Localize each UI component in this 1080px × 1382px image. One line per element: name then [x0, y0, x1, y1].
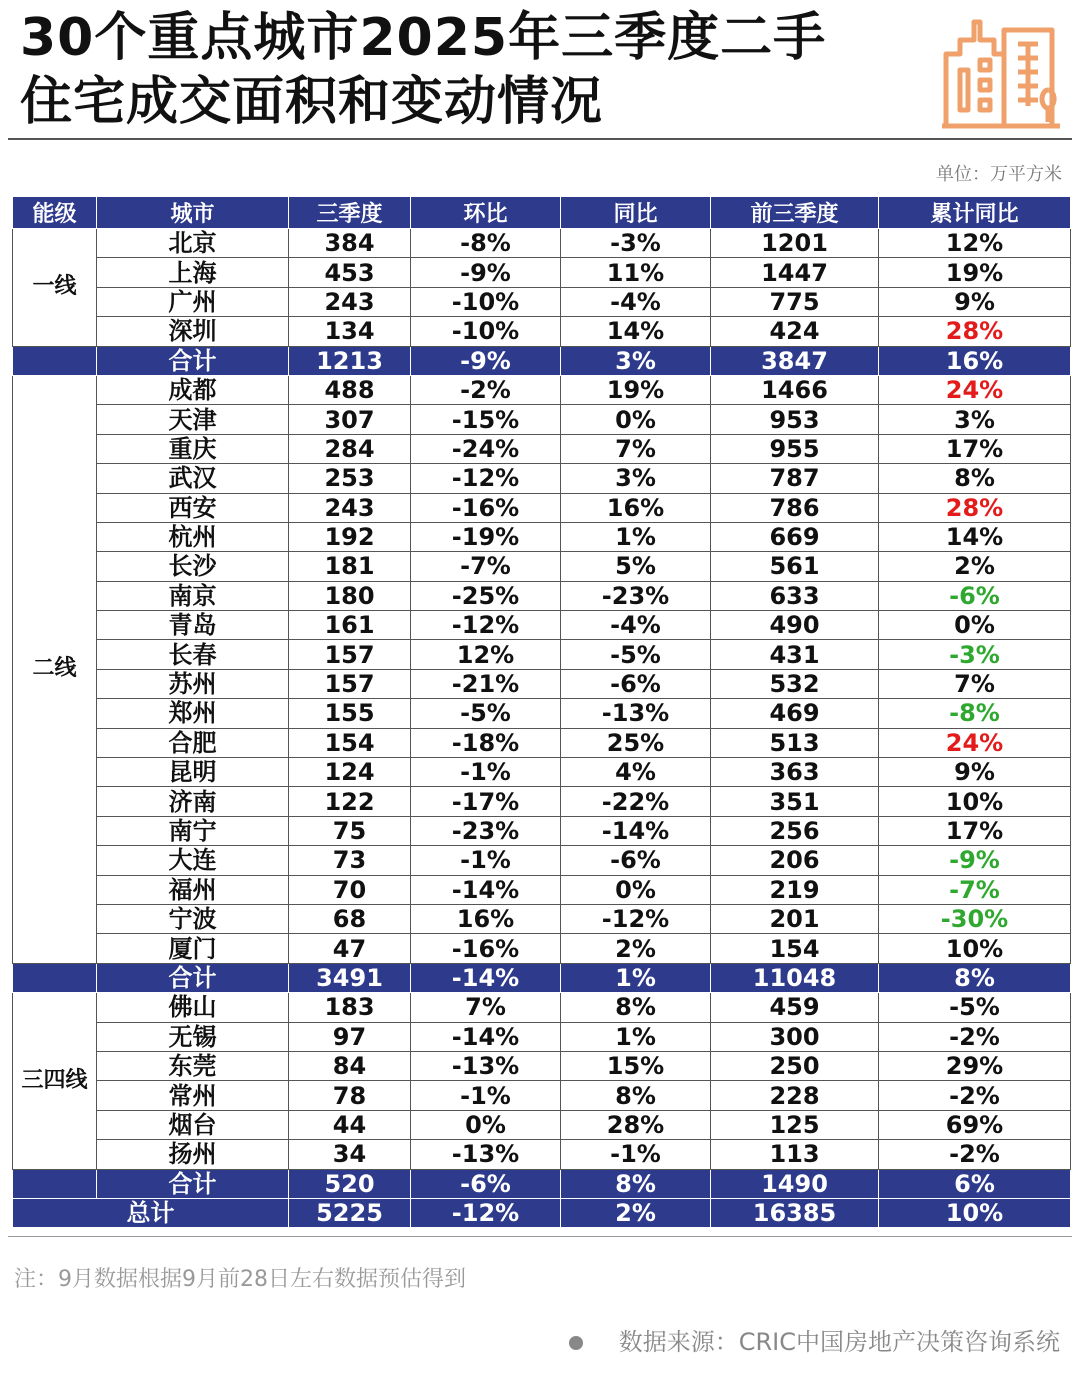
ytd-cell: 459 — [711, 993, 879, 1022]
ytd-yoy-cell: 17% — [879, 816, 1071, 845]
qoq-cell: -18% — [411, 728, 561, 757]
q3-cell: 180 — [289, 581, 411, 610]
city-cell: 烟台 — [97, 1110, 289, 1139]
q3-cell: 243 — [289, 287, 411, 316]
subtotal-ytd-cell: 3847 — [711, 346, 879, 375]
ytd-yoy-cell: -2% — [879, 1022, 1071, 1051]
subtotal-yoy-cell: 3% — [561, 346, 711, 375]
city-cell: 佛山 — [97, 993, 289, 1022]
qoq-cell: 16% — [411, 904, 561, 933]
table-row — [13, 875, 1071, 904]
city-cell: 广州 — [97, 287, 289, 316]
ytd-cell: 256 — [711, 816, 879, 845]
city-cell: 上海 — [97, 258, 289, 287]
q3-cell: 34 — [289, 1140, 411, 1169]
subtotal-q3-cell: 3491 — [289, 963, 411, 992]
city-cell: 杭州 — [97, 522, 289, 551]
table-row — [13, 758, 1071, 787]
table-row — [13, 317, 1071, 346]
yoy-cell: 4% — [561, 758, 711, 787]
qoq-cell: -25% — [411, 581, 561, 610]
yoy-cell: 0% — [561, 875, 711, 904]
q3-cell: 154 — [289, 728, 411, 757]
ytd-yoy-cell: 7% — [879, 669, 1071, 698]
city-cell: 合肥 — [97, 728, 289, 757]
table-header-row — [13, 197, 1071, 229]
qoq-cell: -1% — [411, 846, 561, 875]
yoy-cell: 16% — [561, 493, 711, 522]
qoq-cell: -23% — [411, 816, 561, 845]
qoq-cell: -17% — [411, 787, 561, 816]
q3-cell: 68 — [289, 904, 411, 933]
yoy-cell: -6% — [561, 669, 711, 698]
ytd-yoy-cell: 0% — [879, 611, 1071, 640]
city-cell: 济南 — [97, 787, 289, 816]
ytd-cell: 669 — [711, 522, 879, 551]
subtotal-ytd-yoy-cell: 16% — [879, 346, 1071, 375]
data-source — [569, 1322, 1060, 1357]
yoy-cell: 28% — [561, 1110, 711, 1139]
city-cell: 宁波 — [97, 904, 289, 933]
city-cell: 大连 — [97, 846, 289, 875]
ytd-cell: 513 — [711, 728, 879, 757]
ytd-yoy-cell: 9% — [879, 758, 1071, 787]
city-cell: 长沙 — [97, 552, 289, 581]
ytd-cell: 424 — [711, 317, 879, 346]
qoq-cell: -1% — [411, 758, 561, 787]
q3-cell: 134 — [289, 317, 411, 346]
subtotal-row — [13, 346, 1071, 375]
yoy-cell: -6% — [561, 846, 711, 875]
ytd-yoy-cell: -3% — [879, 640, 1071, 669]
q3-cell: 161 — [289, 611, 411, 640]
qoq-cell: 7% — [411, 993, 561, 1022]
q3-cell: 183 — [289, 993, 411, 1022]
qoq-cell: -12% — [411, 464, 561, 493]
city-cell: 郑州 — [97, 699, 289, 728]
subtotal-ytd-cell: 1490 — [711, 1169, 879, 1198]
ytd-yoy-cell: -9% — [879, 846, 1071, 875]
yoy-cell: 11% — [561, 258, 711, 287]
yoy-cell: -23% — [561, 581, 711, 610]
title-divider — [8, 138, 1072, 140]
ytd-yoy-cell: -5% — [879, 993, 1071, 1022]
qoq-cell: -13% — [411, 1140, 561, 1169]
city-cell: 南京 — [97, 581, 289, 610]
qoq-cell: -7% — [411, 552, 561, 581]
q3-cell: 124 — [289, 758, 411, 787]
q3-cell: 75 — [289, 816, 411, 845]
header-qoq: 环比 — [411, 197, 561, 229]
header-q3: 三季度 — [289, 197, 411, 229]
qoq-cell: -12% — [411, 611, 561, 640]
qoq-cell: -1% — [411, 1081, 561, 1110]
yoy-cell: -22% — [561, 787, 711, 816]
header-tier: 能级 — [13, 197, 97, 229]
ytd-yoy-cell: -30% — [879, 904, 1071, 933]
qoq-cell: -21% — [411, 669, 561, 698]
ytd-cell: 300 — [711, 1022, 879, 1051]
q3-cell: 243 — [289, 493, 411, 522]
qoq-cell: -19% — [411, 522, 561, 551]
subtotal-blank — [13, 1169, 97, 1198]
ytd-cell: 633 — [711, 581, 879, 610]
city-cell: 昆明 — [97, 758, 289, 787]
table-row — [13, 581, 1071, 610]
ytd-yoy-cell: 19% — [879, 258, 1071, 287]
ytd-yoy-cell: 17% — [879, 434, 1071, 463]
qoq-cell: -16% — [411, 934, 561, 963]
ytd-yoy-cell: 69% — [879, 1110, 1071, 1139]
tier-cell: 一线 — [13, 229, 97, 347]
ytd-cell: 490 — [711, 611, 879, 640]
ytd-cell: 363 — [711, 758, 879, 787]
total-label: 总计 — [13, 1198, 289, 1227]
q3-cell: 47 — [289, 934, 411, 963]
ytd-yoy-cell: -7% — [879, 875, 1071, 904]
ytd-yoy-cell: -2% — [879, 1081, 1071, 1110]
q3-cell: 384 — [289, 229, 411, 258]
city-cell: 深圳 — [97, 317, 289, 346]
table-row — [13, 816, 1071, 845]
subtotal-blank — [13, 963, 97, 992]
ytd-cell: 955 — [711, 434, 879, 463]
table-row — [13, 993, 1071, 1022]
subtotal-ytd-yoy-cell: 8% — [879, 963, 1071, 992]
q3-cell: 307 — [289, 405, 411, 434]
yoy-cell: -12% — [561, 904, 711, 933]
city-cell: 青岛 — [97, 611, 289, 640]
q3-cell: 157 — [289, 669, 411, 698]
q3-cell: 157 — [289, 640, 411, 669]
city-cell: 西安 — [97, 493, 289, 522]
table-row — [13, 375, 1071, 404]
table-row — [13, 1051, 1071, 1080]
ytd-cell: 787 — [711, 464, 879, 493]
yoy-cell: 8% — [561, 1081, 711, 1110]
yoy-cell: 8% — [561, 993, 711, 1022]
yoy-cell: -14% — [561, 816, 711, 845]
tier-cell: 二线 — [13, 375, 97, 963]
qoq-cell: -9% — [411, 258, 561, 287]
subtotal-qoq-cell: -9% — [411, 346, 561, 375]
ytd-yoy-cell: 28% — [879, 493, 1071, 522]
qoq-cell: 12% — [411, 640, 561, 669]
qoq-cell: -15% — [411, 405, 561, 434]
qoq-cell: -13% — [411, 1051, 561, 1080]
city-cell: 北京 — [97, 229, 289, 258]
q3-cell: 181 — [289, 552, 411, 581]
yoy-cell: 0% — [561, 405, 711, 434]
ytd-yoy-cell: -6% — [879, 581, 1071, 610]
city-cell: 成都 — [97, 375, 289, 404]
city-cell: 长春 — [97, 640, 289, 669]
table-row — [13, 258, 1071, 287]
subtotal-q3-cell: 520 — [289, 1169, 411, 1198]
table-row — [13, 1022, 1071, 1051]
q3-cell: 78 — [289, 1081, 411, 1110]
city-cell: 重庆 — [97, 434, 289, 463]
q3-cell: 73 — [289, 846, 411, 875]
ytd-cell: 250 — [711, 1051, 879, 1080]
city-cell: 天津 — [97, 405, 289, 434]
dot-icon — [569, 1336, 583, 1350]
subtotal-qoq-cell: -6% — [411, 1169, 561, 1198]
ytd-yoy-cell: -2% — [879, 1140, 1071, 1169]
ytd-yoy-cell: 12% — [879, 229, 1071, 258]
subtotal-label: 合计 — [97, 963, 289, 992]
subtotal-blank — [13, 346, 97, 375]
table-row — [13, 611, 1071, 640]
q3-cell: 44 — [289, 1110, 411, 1139]
ytd-yoy-cell: 28% — [879, 317, 1071, 346]
table-row — [13, 1140, 1071, 1169]
total-ytd-yoy-cell: 10% — [879, 1198, 1071, 1227]
yoy-cell: 5% — [561, 552, 711, 581]
header-yoy: 同比 — [561, 197, 711, 229]
footer-divider — [8, 1236, 1072, 1237]
city-cell: 厦门 — [97, 934, 289, 963]
q3-cell: 192 — [289, 522, 411, 551]
data-table — [12, 196, 1071, 1228]
table-row — [13, 434, 1071, 463]
ytd-yoy-cell: 2% — [879, 552, 1071, 581]
q3-cell: 70 — [289, 875, 411, 904]
ytd-yoy-cell: 10% — [879, 934, 1071, 963]
yoy-cell: 1% — [561, 522, 711, 551]
ytd-yoy-cell: 10% — [879, 787, 1071, 816]
table-row — [13, 669, 1071, 698]
ytd-yoy-cell: 14% — [879, 522, 1071, 551]
qoq-cell: -10% — [411, 317, 561, 346]
city-cell: 常州 — [97, 1081, 289, 1110]
table-row — [13, 229, 1071, 258]
table-row — [13, 699, 1071, 728]
ytd-cell: 1201 — [711, 229, 879, 258]
yoy-cell: 14% — [561, 317, 711, 346]
qoq-cell: -24% — [411, 434, 561, 463]
qoq-cell: -5% — [411, 699, 561, 728]
ytd-cell: 532 — [711, 669, 879, 698]
total-qoq-cell: -12% — [411, 1198, 561, 1227]
ytd-yoy-cell: 24% — [879, 728, 1071, 757]
q3-cell: 122 — [289, 787, 411, 816]
total-yoy-cell: 2% — [561, 1198, 711, 1227]
yoy-cell: -5% — [561, 640, 711, 669]
ytd-cell: 775 — [711, 287, 879, 316]
total-q3-cell: 5225 — [289, 1198, 411, 1227]
ytd-yoy-cell: 3% — [879, 405, 1071, 434]
ytd-cell: 786 — [711, 493, 879, 522]
table-body — [13, 229, 1071, 1228]
qoq-cell: -2% — [411, 375, 561, 404]
ytd-yoy-cell: 29% — [879, 1051, 1071, 1080]
table-row — [13, 787, 1071, 816]
qoq-cell: -14% — [411, 1022, 561, 1051]
yoy-cell: 25% — [561, 728, 711, 757]
subtotal-row — [13, 963, 1071, 992]
subtotal-ytd-cell: 11048 — [711, 963, 879, 992]
subtotal-q3-cell: 1213 — [289, 346, 411, 375]
table-row — [13, 287, 1071, 316]
unit-label: 单位：万平方米 — [936, 164, 1062, 185]
yoy-cell: 1% — [561, 1022, 711, 1051]
city-cell: 苏州 — [97, 669, 289, 698]
q3-cell: 453 — [289, 258, 411, 287]
building-icon — [940, 10, 1062, 132]
yoy-cell: -4% — [561, 611, 711, 640]
subtotal-ytd-yoy-cell: 6% — [879, 1169, 1071, 1198]
title-line-2: 住宅成交面积和变动情况 — [20, 72, 604, 132]
tier-cell: 三四线 — [13, 993, 97, 1169]
table-row — [13, 522, 1071, 551]
ytd-cell: 113 — [711, 1140, 879, 1169]
table-row — [13, 904, 1071, 933]
q3-cell: 84 — [289, 1051, 411, 1080]
table-row — [13, 464, 1071, 493]
city-cell: 武汉 — [97, 464, 289, 493]
yoy-cell: 15% — [561, 1051, 711, 1080]
q3-cell: 97 — [289, 1022, 411, 1051]
yoy-cell: 3% — [561, 464, 711, 493]
q3-cell: 253 — [289, 464, 411, 493]
total-row — [13, 1198, 1071, 1227]
yoy-cell: 2% — [561, 934, 711, 963]
subtotal-yoy-cell: 8% — [561, 1169, 711, 1198]
table-row — [13, 552, 1071, 581]
qoq-cell: -16% — [411, 493, 561, 522]
ytd-cell: 953 — [711, 405, 879, 434]
ytd-cell: 228 — [711, 1081, 879, 1110]
yoy-cell: -4% — [561, 287, 711, 316]
data-source-text: 数据来源：CRIC中国房地产决策咨询系统 — [618, 1328, 1060, 1356]
ytd-cell: 561 — [711, 552, 879, 581]
yoy-cell: -1% — [561, 1140, 711, 1169]
ytd-cell: 431 — [711, 640, 879, 669]
city-cell: 东莞 — [97, 1051, 289, 1080]
ytd-cell: 154 — [711, 934, 879, 963]
table-row — [13, 728, 1071, 757]
ytd-cell: 469 — [711, 699, 879, 728]
table-row — [13, 405, 1071, 434]
subtotal-label: 合计 — [97, 1169, 289, 1198]
city-cell: 扬州 — [97, 1140, 289, 1169]
subtotal-label: 合计 — [97, 346, 289, 375]
ytd-cell: 219 — [711, 875, 879, 904]
table-row — [13, 493, 1071, 522]
table-row — [13, 1081, 1071, 1110]
ytd-cell: 206 — [711, 846, 879, 875]
table-row — [13, 640, 1071, 669]
qoq-cell: -8% — [411, 229, 561, 258]
ytd-cell: 1466 — [711, 375, 879, 404]
qoq-cell: 0% — [411, 1110, 561, 1139]
q3-cell: 284 — [289, 434, 411, 463]
yoy-cell: -3% — [561, 229, 711, 258]
page-title — [20, 6, 920, 134]
ytd-yoy-cell: -8% — [879, 699, 1071, 728]
city-cell: 无锡 — [97, 1022, 289, 1051]
qoq-cell: -14% — [411, 875, 561, 904]
q3-cell: 155 — [289, 699, 411, 728]
subtotal-yoy-cell: 1% — [561, 963, 711, 992]
ytd-cell: 125 — [711, 1110, 879, 1139]
subtotal-qoq-cell: -14% — [411, 963, 561, 992]
header-ytd-yoy: 累计同比 — [879, 197, 1071, 229]
footnote: 注：9月数据根据9月前28日左右数据预估得到 — [14, 1267, 466, 1292]
ytd-yoy-cell: 24% — [879, 375, 1071, 404]
yoy-cell: -13% — [561, 699, 711, 728]
header-city: 城市 — [97, 197, 289, 229]
ytd-yoy-cell: 9% — [879, 287, 1071, 316]
ytd-cell: 351 — [711, 787, 879, 816]
city-cell: 南宁 — [97, 816, 289, 845]
total-ytd-cell: 16385 — [711, 1198, 879, 1227]
city-cell: 福州 — [97, 875, 289, 904]
qoq-cell: -10% — [411, 287, 561, 316]
title-line-1: 30个重点城市2025年三季度二手 — [20, 8, 827, 68]
header-ytd: 前三季度 — [711, 197, 879, 229]
q3-cell: 488 — [289, 375, 411, 404]
yoy-cell: 7% — [561, 434, 711, 463]
table-row — [13, 934, 1071, 963]
yoy-cell: 19% — [561, 375, 711, 404]
ytd-yoy-cell: 8% — [879, 464, 1071, 493]
table-row — [13, 1110, 1071, 1139]
subtotal-row — [13, 1169, 1071, 1198]
table-row — [13, 846, 1071, 875]
ytd-cell: 201 — [711, 904, 879, 933]
ytd-cell: 1447 — [711, 258, 879, 287]
